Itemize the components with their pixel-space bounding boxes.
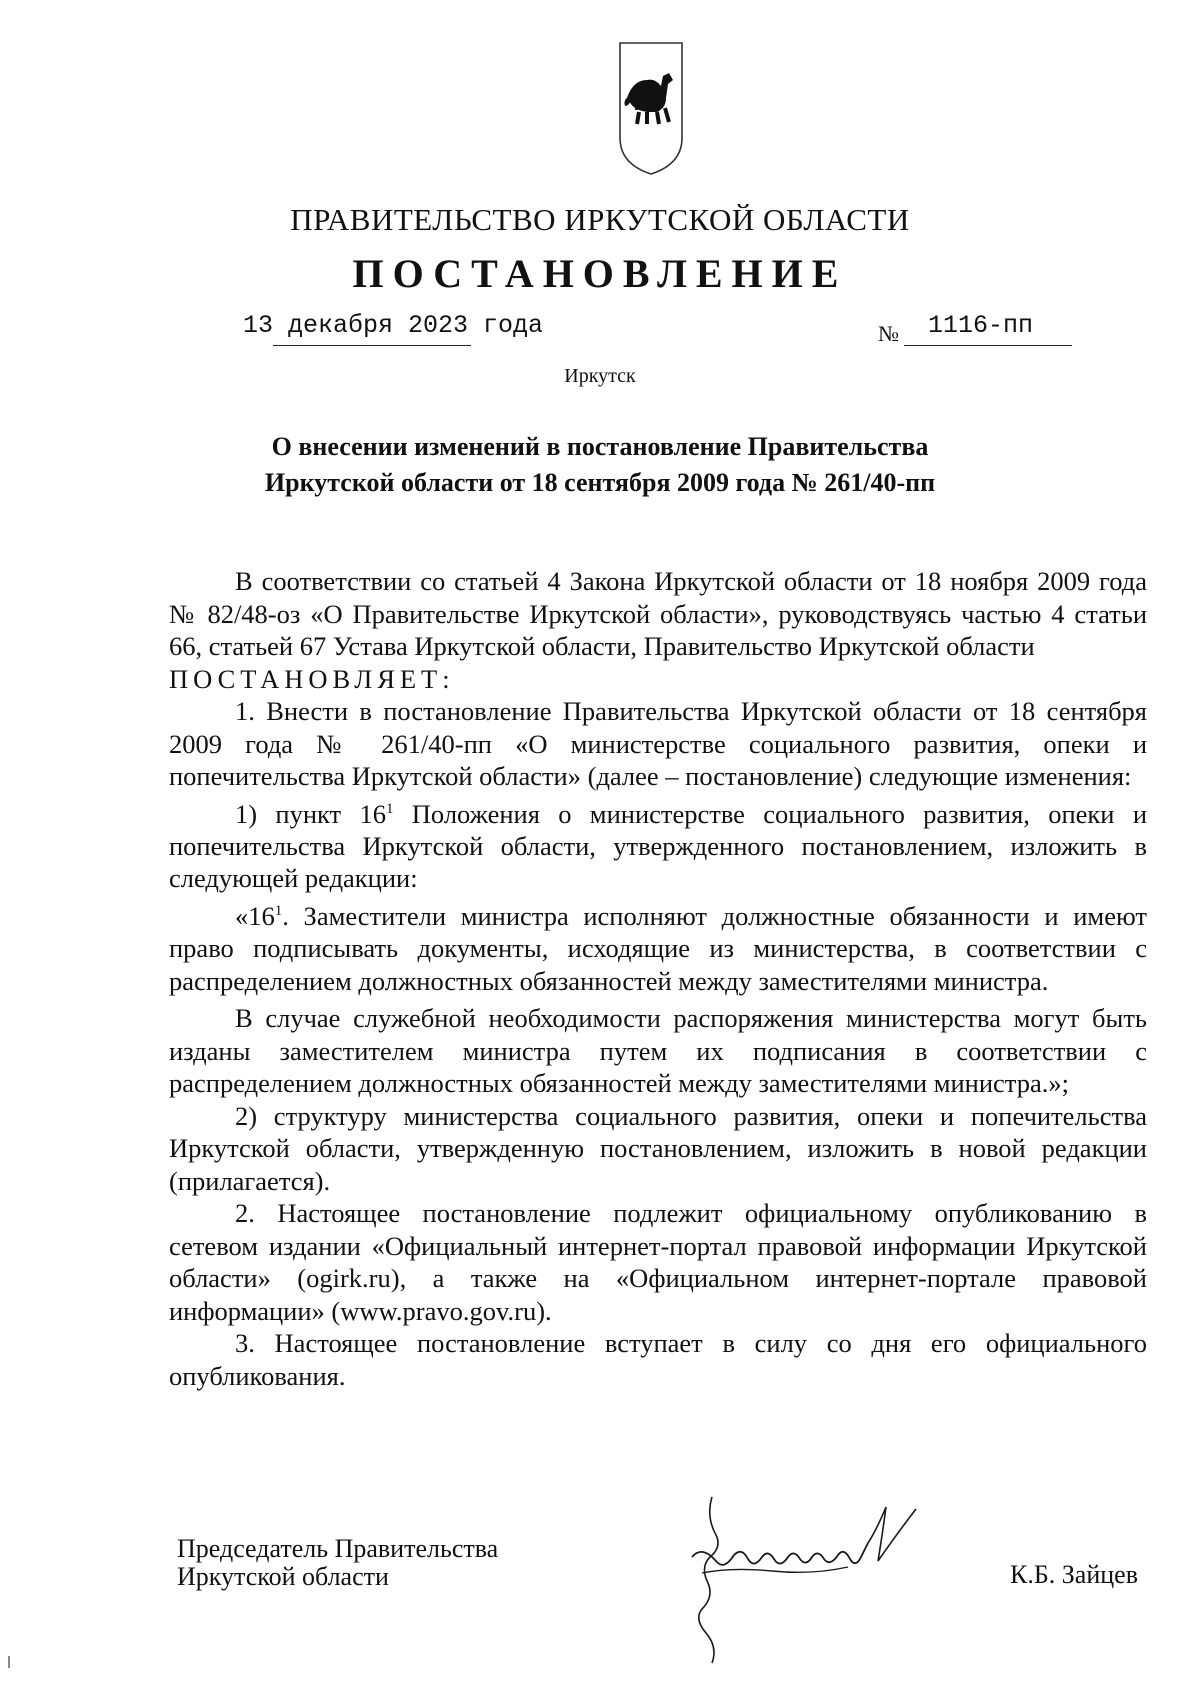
item-1-paragraph: 1. Внести в постановление Правительства Иркутской области от 18 сентября 2009 года № 261/40-пп «О министерстве социального развития, опеки и попечительства Иркутской области» (далее – постановление) следующие изменения: (169, 696, 1147, 791)
quote-paragraph-2: В случае служебной необходимости распоряжения министерства могут быть изданы заместителем министра путем их подписания в соответствии с распределением должностных обязанностей между заместителями министра.»; (169, 1003, 1147, 1099)
number-underline (904, 345, 1072, 346)
scan-margin-mark (8, 1656, 10, 1668)
signer-name: К.Б. Зайцев (1010, 1560, 1138, 1589)
number-sign: № (878, 321, 899, 346)
position-line-2: Иркутской области (177, 1562, 389, 1591)
city-name: Иркутск (564, 365, 636, 387)
quote-paragraph-1 (169, 895, 1147, 997)
heading-line-1: О внесении изменений в постановление Правительства (271, 432, 929, 461)
preamble-paragraph: В соответствии со статьей 4 Закона Иркутской области от 18 ноября 2009 года № 82/48-оз «О Правительстве Иркутской области», руководствуясь частью 4 статьи 66, статьей 67 Устава Иркутской области, Правительство Иркутской области (169, 566, 1147, 661)
document-heading (0, 429, 1200, 501)
heading-line-2: Иркутской области от 18 сентября 2009 года № 261/40-пп (264, 468, 936, 497)
quote-1-text: . Заместители министра исполняют должностные обязанности и имеют право подписывать документы, исходящие из министерства, в соответствии с распределением должностных обязанностей между заместителями министра. (169, 900, 1147, 996)
document-body (169, 565, 1147, 1392)
item-3-paragraph: 3. Настоящее постановление вступает в силу со дня его официального опубликования. (169, 1328, 1147, 1391)
signatory-position (177, 1535, 498, 1591)
decree-word: ПОСТАНОВЛЯЕТ: (169, 663, 455, 694)
document-type: ПОСТАНОВЛЕНИЕ (352, 251, 848, 296)
handwritten-signature (672, 1487, 932, 1677)
item-1-1-text: Положения о министерстве социального развития, опеки и попечительства Иркутской области, утвержденного постановлением, изложить в следующей редакции: (169, 798, 1147, 894)
quote-1-prefix: «16 (235, 900, 275, 931)
coat-of-arms-emblem (617, 40, 685, 178)
document-date: 13 декабря 2023 года (243, 311, 544, 340)
item-1-1-prefix: 1) пункт 16 (235, 798, 386, 829)
date-underline (273, 345, 471, 346)
item-1-1-paragraph (169, 793, 1147, 895)
item-2-paragraph: 2. Настоящее постановление подлежит официальному опубликованию в сетевом издании «Официальный интернет-портал правовой информации Иркутской области» (ogirk.ru), а также на «Официальном интернет-портале правовой информации» (www.pravo.gov.ru). (169, 1198, 1147, 1326)
document-number: 1116-пп (928, 311, 1034, 340)
item-1-2-paragraph: 2) структуру министерства социального развития, опеки и попечительства Иркутской области, утвержденную постановлением, изложить в новой редакции (прилагается). (169, 1100, 1147, 1196)
superscript: 1 (274, 902, 283, 919)
government-name: ПРАВИТЕЛЬСТВО ИРКУТСКОЙ ОБЛАСТИ (290, 202, 910, 237)
superscript: 1 (385, 800, 394, 817)
position-line-1: Председатель Правительства (177, 1534, 499, 1563)
